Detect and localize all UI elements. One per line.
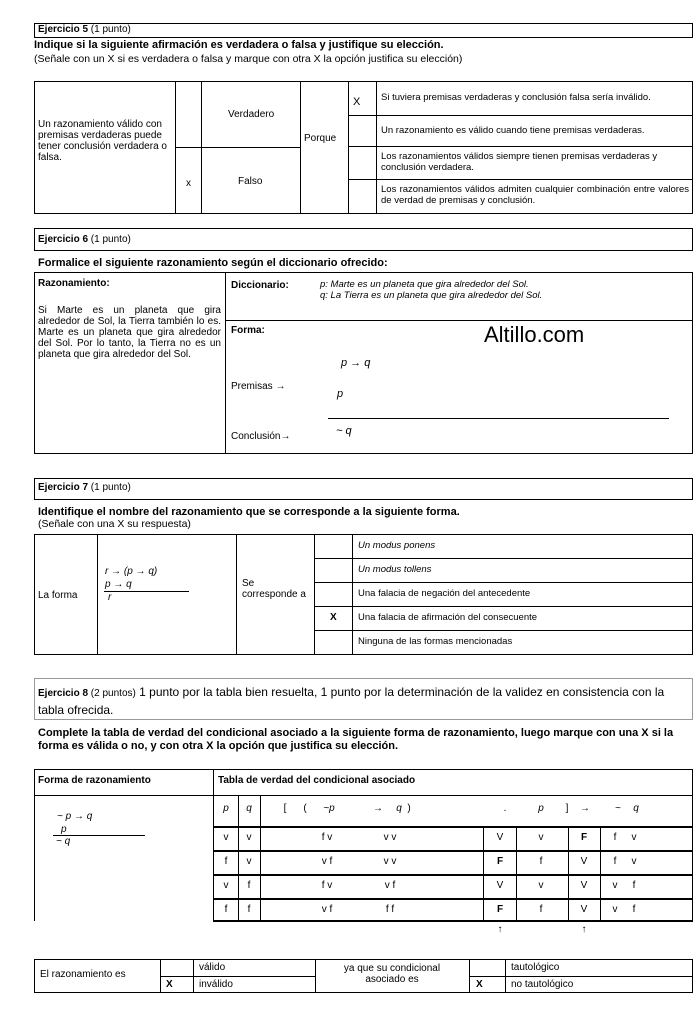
ej8-ya-que: ya que su condicional asociado es — [343, 963, 441, 985]
tt-r4-q3: f — [632, 904, 636, 915]
watermark: Altillo.com — [484, 322, 585, 347]
ej5-porque: Porque — [304, 133, 337, 144]
tt-head-q: q — [246, 803, 252, 814]
tt-r2-p2: f — [539, 856, 543, 867]
ej7-header-points: (1 punto) — [88, 482, 131, 493]
ej6-premise-2: p — [337, 388, 344, 400]
tt-r4-main: V — [580, 904, 588, 915]
tt-r4-p: f — [224, 904, 228, 915]
ej6-diccionario-label: Diccionario: — [231, 280, 289, 291]
ej5-true-label: Verdadero — [228, 109, 275, 120]
ej5-header-title: Ejercicio 5 — [38, 24, 89, 35]
ej5-header-box — [34, 23, 693, 38]
ej7-option-2: Un modus tollens — [358, 564, 432, 575]
ej5-option-mark: X — [353, 96, 361, 108]
tt-head-bracket-close: ] — [565, 803, 569, 814]
ej7-form-2: p → q — [105, 579, 132, 590]
tt-head-dot: . — [503, 803, 507, 814]
tt-r4-conj: F — [496, 904, 504, 915]
ej6-premisas-label: Premisas → — [231, 381, 286, 392]
ej8-instruction: Complete la tabla de verdad del condicional asociado a la siguiente forma de razonamiento, luego marque con una X si la forma es válida o no, y con otra X la opción que justifica su elección. — [38, 727, 674, 752]
tt-r4-impl: f f — [385, 904, 395, 915]
ej7-header-box — [34, 478, 693, 500]
ej6-forma-label: Forma: — [231, 325, 265, 336]
tt-r4-notp: v f — [321, 904, 333, 915]
ej5-false-label: Falso — [238, 176, 263, 187]
ej5-option-1: Si tuviera premisas verdaderas y conclusión falsa sería inválido. — [381, 92, 651, 103]
ej8-invalido: inválido — [199, 979, 233, 990]
ej6-header-title: Ejercicio 6 — [38, 234, 89, 245]
ej7-la-forma: La forma — [38, 590, 78, 601]
ej6-conclusion: ~ q — [336, 425, 352, 437]
ej5-option-4: Los razonamientos válidos admiten cualquier combinación entre valores de verdad de premisas y conclusión. — [381, 184, 689, 206]
ej7-option-4: Una falacia de afirmación del consecuente — [358, 612, 538, 623]
ej8-form-3: ~ q — [56, 836, 71, 847]
tt-r3-q3: f — [632, 880, 636, 891]
tt-r1-main: F — [580, 832, 588, 843]
ej8-mark-no-tautologico: X — [476, 979, 483, 990]
ej5-statement: Un razonamiento válido con premisas verdaderas puede tener conclusión verdadera o falsa. — [38, 119, 167, 163]
tt-r3-conj: V — [496, 880, 504, 891]
ej6-premise-1: p → q — [341, 357, 371, 369]
ej5-header — [38, 24, 131, 35]
tt-arrow-conj: ↑ — [497, 924, 503, 935]
ej8-tautologico: tautológico — [511, 962, 560, 973]
tt-head-paren-close: ) — [407, 803, 411, 814]
ej8-form-1: ~ p → q — [57, 811, 93, 822]
tt-r3-main: V — [580, 880, 588, 891]
ej5-option-2: Un razonamiento es válido cuando tiene premisas verdaderas. — [381, 125, 645, 136]
tt-head-bracket-open: [ — [283, 803, 287, 814]
tt-head-p2: p — [538, 803, 544, 814]
ej7-form-line — [104, 591, 189, 592]
tt-r3-p: v — [223, 880, 229, 891]
ej8-razonamiento-es: El razonamiento es — [40, 969, 126, 980]
ej8-form-2: p — [61, 824, 67, 835]
tt-r1-p: v — [223, 832, 229, 843]
tt-r4-p2: f — [539, 904, 543, 915]
ej8-header-title: Ejercicio 8 — [38, 688, 89, 699]
ej5-option-3: Los razonamientos válidos siempre tienen premisas verdaderas y conclusión verdadera. — [381, 151, 658, 173]
tt-r1-q3: v — [631, 832, 637, 843]
tt-r2-q3: v — [631, 856, 637, 867]
ej6-instruction: Formalice el siguiente razonamiento según el diccionario ofrecido: — [38, 257, 388, 269]
ej7-option-3: Una falacia de negación del antecedente — [358, 588, 531, 599]
tt-r1-q: v — [246, 832, 252, 843]
ej7-mark: X — [330, 612, 337, 623]
ej6-razonamiento-text: Si Marte es un planeta que gira alrededor de Sol, la Tierra también lo es. Marte es un planeta que gira alrededor del Sol. Por lo tanto, la Tierra no es un planeta que gira alrededor del Sol. — [38, 305, 221, 360]
ej6-conclusion-label: Conclusión→ — [231, 431, 291, 442]
tt-head-paren-open: ( — [303, 803, 307, 814]
tt-head-arrow2: → — [580, 803, 590, 814]
ej7-option-1: Un modus ponens — [358, 540, 436, 551]
tt-head-not: ~ — [615, 803, 621, 814]
ej8-no-tautologico: no tautológico — [511, 979, 574, 990]
tt-r2-q: v — [246, 856, 252, 867]
tt-r2-conj: F — [496, 856, 504, 867]
ej7-se-corresponde: Se corresponde a — [242, 578, 306, 600]
tt-r4-q: f — [247, 904, 251, 915]
ej5-note: (Señale con un X si es verdadera o falsa y marque con otra X la opción justifica su elección) — [34, 53, 463, 65]
tt-r1-notp: f v — [321, 832, 333, 843]
tt-r2-impl: v v — [383, 856, 397, 867]
ej7-form-1: r → (p → q) — [105, 566, 158, 577]
ej6-razonamiento-label: Razonamiento: — [38, 278, 110, 289]
tt-r3-not: v — [612, 880, 618, 891]
ej8-valido: válido — [199, 962, 226, 973]
ej5-header-points: (1 punto) — [88, 24, 131, 35]
ej7-option-5: Ninguna de las formas mencionadas — [358, 636, 513, 647]
ej8-forma-label: Forma de razonamiento — [38, 775, 151, 786]
ej5-instruction: Indique si la siguiente afirmación es verdadera o falsa y justifique su elección. — [34, 39, 444, 51]
ej6-dict-q: q: La Tierra es un planeta que gira alrededor del Sol. — [320, 290, 543, 301]
tt-head-notp: ~p — [323, 803, 335, 814]
tt-head-p: p — [223, 803, 229, 814]
ej8-tabla-label: Tabla de verdad del condicional asociado — [218, 775, 416, 786]
ej8-mark-invalido: X — [166, 979, 173, 990]
tt-head-arrow1: → — [373, 803, 383, 814]
tt-head-q2: q — [396, 803, 402, 814]
ej8-header — [38, 684, 688, 719]
ej6-header-box — [34, 228, 693, 251]
ej8-header-points: (2 puntos) — [88, 688, 136, 699]
tt-r1-impl: v v — [383, 832, 397, 843]
ej8-header-rest: 1 punto por la tabla bien resuelta, 1 punto por la determinación de la validez en consistencia con la tabla ofrecida. — [38, 685, 665, 717]
tt-r2-p: f — [224, 856, 228, 867]
tt-r1-not: f — [613, 832, 617, 843]
tt-r3-notp: f v — [321, 880, 333, 891]
tt-head-q3: q — [633, 803, 639, 814]
tt-r3-impl: v f — [384, 880, 396, 891]
ej7-header — [38, 482, 131, 493]
ej7-header-title: Ejercicio 7 — [38, 482, 89, 493]
ej7-form-3: r — [108, 592, 112, 603]
ej6-conclusion-line — [328, 418, 669, 419]
ej6-header-points: (1 punto) — [88, 234, 131, 245]
tt-r3-q: f — [247, 880, 251, 891]
tt-r3-p2: v — [538, 880, 544, 891]
tt-r1-p2: v — [538, 832, 544, 843]
tt-arrow-main: ↑ — [581, 924, 587, 935]
ej6-header — [38, 234, 131, 245]
ej6-dict-p: p: Marte es un planeta que gira alrededor del Sol. — [320, 279, 529, 290]
tt-r1-conj: V — [496, 832, 504, 843]
tt-r4-not: v — [612, 904, 618, 915]
tt-r2-notp: v f — [321, 856, 333, 867]
ej5-false-mark: x — [186, 178, 191, 189]
ej7-note: (Señale con una X su respuesta) — [38, 518, 191, 530]
tt-r2-not: f — [613, 856, 617, 867]
ej7-instruction: Identifique el nombre del razonamiento que se corresponde a la siguiente forma. — [38, 506, 460, 518]
tt-r2-main: V — [580, 856, 588, 867]
